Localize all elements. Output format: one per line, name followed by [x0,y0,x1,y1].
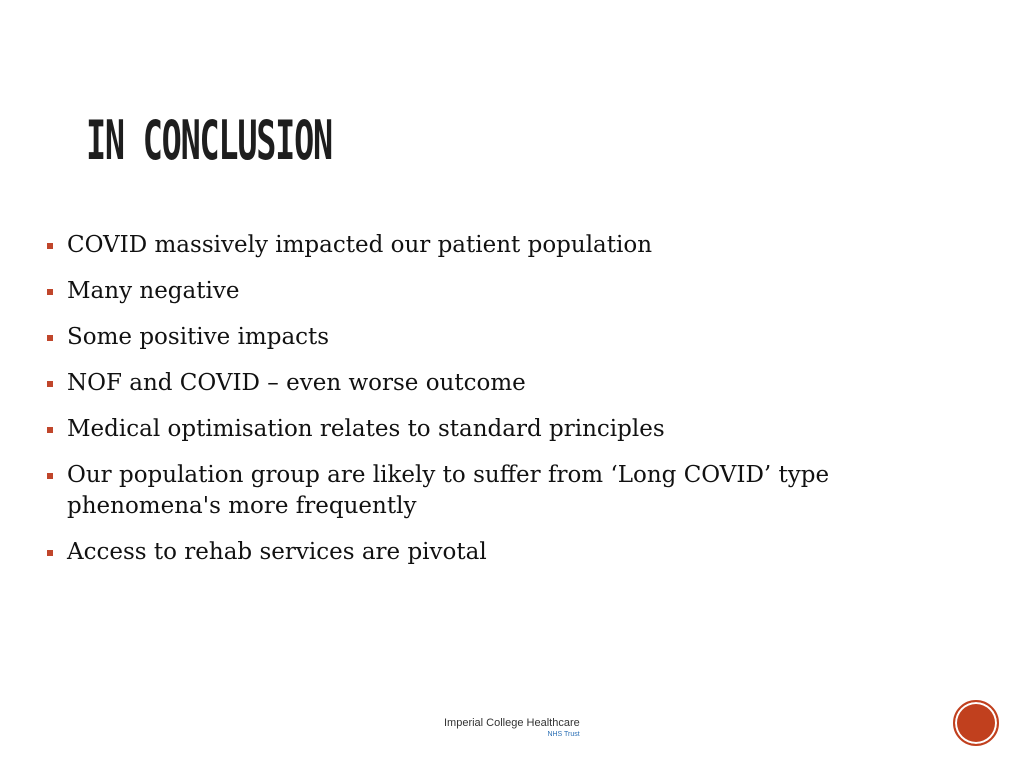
bullet-text: NOF and COVID – even worse outcome [67,370,526,396]
slide-title: IN CONCLUSION [86,109,332,172]
bullet-list [46,230,946,583]
bullet-square-icon [47,335,53,341]
bullet-square-icon [47,381,53,387]
bullet-item [46,460,946,522]
bullet-text: Medical optimisation relates to standard principles [67,416,665,442]
bullet-item [46,368,946,399]
bullet-text: Some positive impacts [67,324,330,350]
slide-number-circle-icon [953,700,999,746]
bullet-item [46,276,946,307]
organization-subtitle: NHS Trust [547,731,580,738]
bullet-text: Many negative [67,278,240,304]
bullet-square-icon [47,473,53,479]
bullet-text: Access to rehab services are pivotal [67,539,487,565]
bullet-item [46,537,946,568]
bullet-square-icon [47,427,53,433]
bullet-item [46,414,946,445]
bullet-item [46,230,946,261]
bullet-item [46,322,946,353]
organization-logo [444,716,580,739]
organization-name: Imperial College Healthcare [444,717,580,729]
bullet-text: COVID massively impacted our patient population [67,232,653,258]
bullet-square-icon [47,289,53,295]
bullet-square-icon [47,550,53,556]
bullet-square-icon [47,243,53,249]
bullet-text: Our population group are likely to suffer from ‘Long COVID’ type phenomena's more frequently [67,462,830,519]
left-margin [0,0,12,768]
